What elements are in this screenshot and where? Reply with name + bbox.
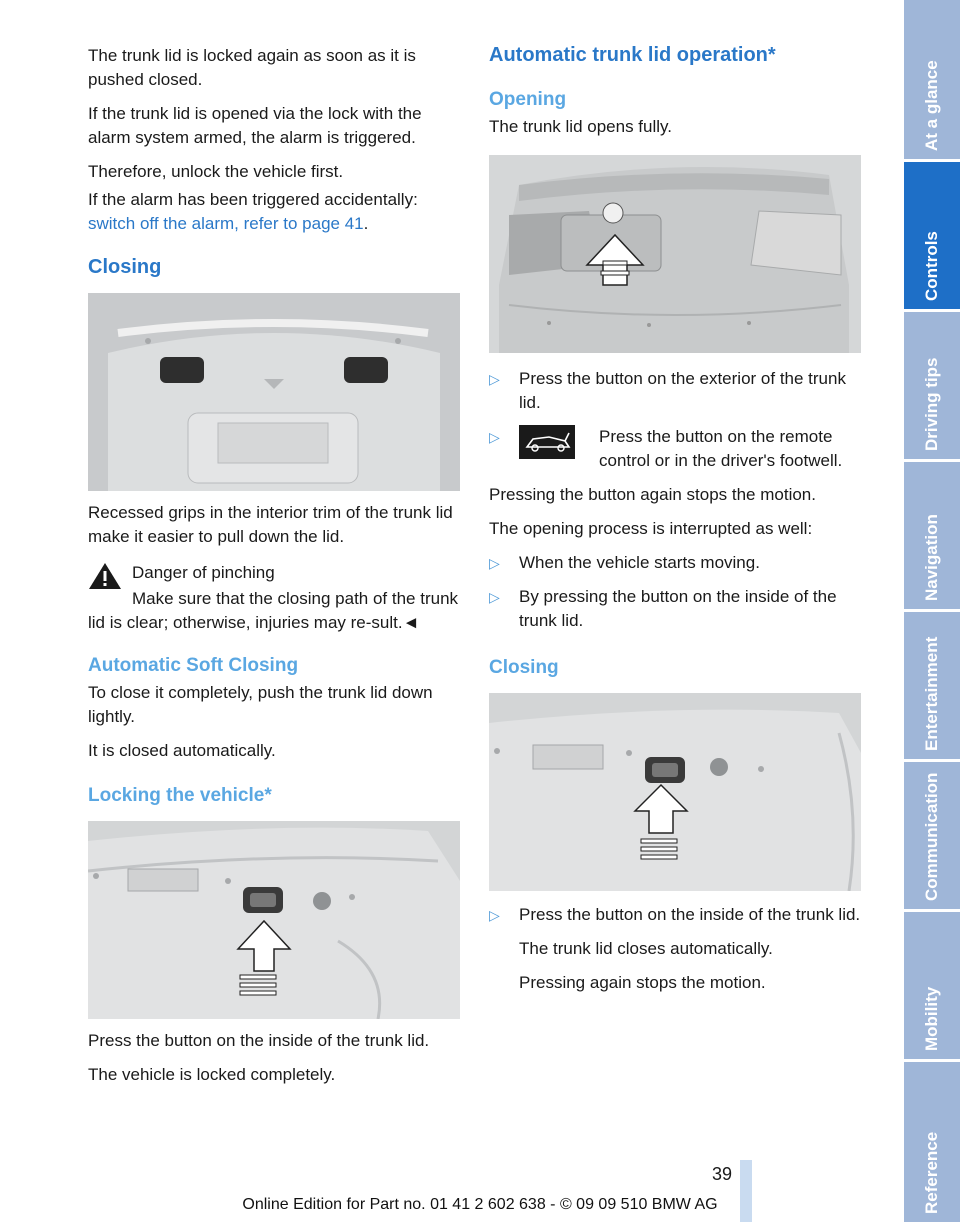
tab-label: At a glance <box>922 60 941 151</box>
period: . <box>363 214 369 233</box>
section-heading-locking: Locking the vehicle* <box>88 785 272 806</box>
bullet-icon: ▷ <box>489 555 500 571</box>
paragraph: It is closed automatically. <box>88 741 276 760</box>
tab-label: Entertainment <box>922 636 941 751</box>
tab-at-a-glance[interactable] <box>904 0 960 162</box>
bullet-icon: ▷ <box>489 907 500 923</box>
tab-mobility[interactable] <box>904 912 960 1062</box>
list-item <box>489 585 861 633</box>
list-item-subtext: The trunk lid closes automatically. <box>519 939 773 958</box>
tab-driving-tips[interactable] <box>904 312 960 462</box>
paragraph: Press the button on the inside of the trunk lid. <box>88 1031 430 1050</box>
list-item-content <box>519 903 860 995</box>
list-item-subtext: Pressing again stops the motion. <box>519 973 766 992</box>
warning-block <box>88 561 460 635</box>
list-item-text: By pressing the button on the inside of the trunk lid. <box>519 587 837 630</box>
paragraph: Pressing the button again stops the motion. <box>489 485 816 504</box>
list-item-text: Press the button on the exterior of the trunk lid. <box>519 369 846 412</box>
warning-text <box>88 587 460 635</box>
tab-label: Communication <box>922 772 941 901</box>
paragraph: To close it completely, push the trunk lid down lightly. <box>88 683 433 726</box>
car-rear-trunk-figure <box>489 155 861 353</box>
paragraph: The vehicle is locked completely. <box>88 1065 336 1084</box>
paragraph <box>88 188 460 236</box>
bullet-icon: ▷ <box>489 589 500 605</box>
tab-controls[interactable] <box>904 162 960 312</box>
paragraph: The opening process is interrupted as well: <box>489 519 813 538</box>
paragraph: Recessed grips in the interior trim of the trunk lid make it easier to pull down the lid. <box>88 503 453 546</box>
paragraph: If the trunk lid is opened via the lock with the alarm system armed, the alarm is triggered. <box>88 104 422 147</box>
section-heading-opening: Opening <box>489 89 567 110</box>
section-heading-soft-closing: Automatic Soft Closing <box>88 655 299 676</box>
tab-label: Reference <box>922 1131 941 1214</box>
list-item-content <box>519 425 861 473</box>
footer-edition-text: Online Edition for Part no. 01 41 2 602 638 - © 09 09 510 BMW AG <box>242 1196 718 1213</box>
warning-triangle-icon <box>88 561 122 591</box>
list-item-text: When the vehicle starts moving. <box>519 553 760 572</box>
paragraph: Therefore, unlock the vehicle first. <box>88 162 344 181</box>
list-item-text: Press the button on the inside of the trunk lid. <box>519 905 861 924</box>
tab-entertainment[interactable] <box>904 612 960 762</box>
left-column <box>88 44 460 1097</box>
tab-navigation[interactable] <box>904 462 960 612</box>
tab-label: Driving tips <box>922 357 941 451</box>
section-heading-closing: Closing <box>88 256 162 278</box>
section-heading-automatic-operation: Automatic trunk lid operation* <box>489 44 776 66</box>
section-heading-closing-auto: Closing <box>489 657 559 678</box>
tab-label: Controls <box>922 231 941 301</box>
paragraph: The trunk lid is locked again as soon as it is pushed closed. <box>88 46 416 89</box>
alarm-page-link[interactable]: switch off the alarm, refer to page 41 <box>88 214 364 233</box>
trunk-close-button-figure <box>489 693 861 891</box>
paragraph: The trunk lid opens fully. <box>489 117 672 136</box>
page-number: 39 <box>712 1164 733 1184</box>
list-item <box>489 551 861 575</box>
bullet-icon: ▷ <box>489 429 500 445</box>
right-column <box>489 44 861 1005</box>
car-trunk-open-icon <box>519 425 575 459</box>
list-item-text: Press the button on the remote control or in the driver's footwell. <box>599 427 843 470</box>
bullet-icon: ▷ <box>489 371 500 387</box>
list-item <box>489 367 861 415</box>
trunk-lock-button-figure <box>88 821 460 1019</box>
tab-label: Mobility <box>922 986 941 1051</box>
trunk-interior-grips-figure <box>88 293 460 491</box>
warning-title: Danger of pinching <box>132 563 275 582</box>
paragraph-text: If the alarm has been triggered accidentally: <box>88 190 418 209</box>
warning-body: Make sure that the closing path of the trunk lid is clear; otherwise, injuries may re-sult.◄ <box>88 589 459 632</box>
list-item <box>489 425 861 473</box>
chapter-sidebar <box>904 0 960 1222</box>
tab-label: Navigation <box>922 514 941 601</box>
tab-communication[interactable] <box>904 762 960 912</box>
list-item <box>489 903 861 995</box>
